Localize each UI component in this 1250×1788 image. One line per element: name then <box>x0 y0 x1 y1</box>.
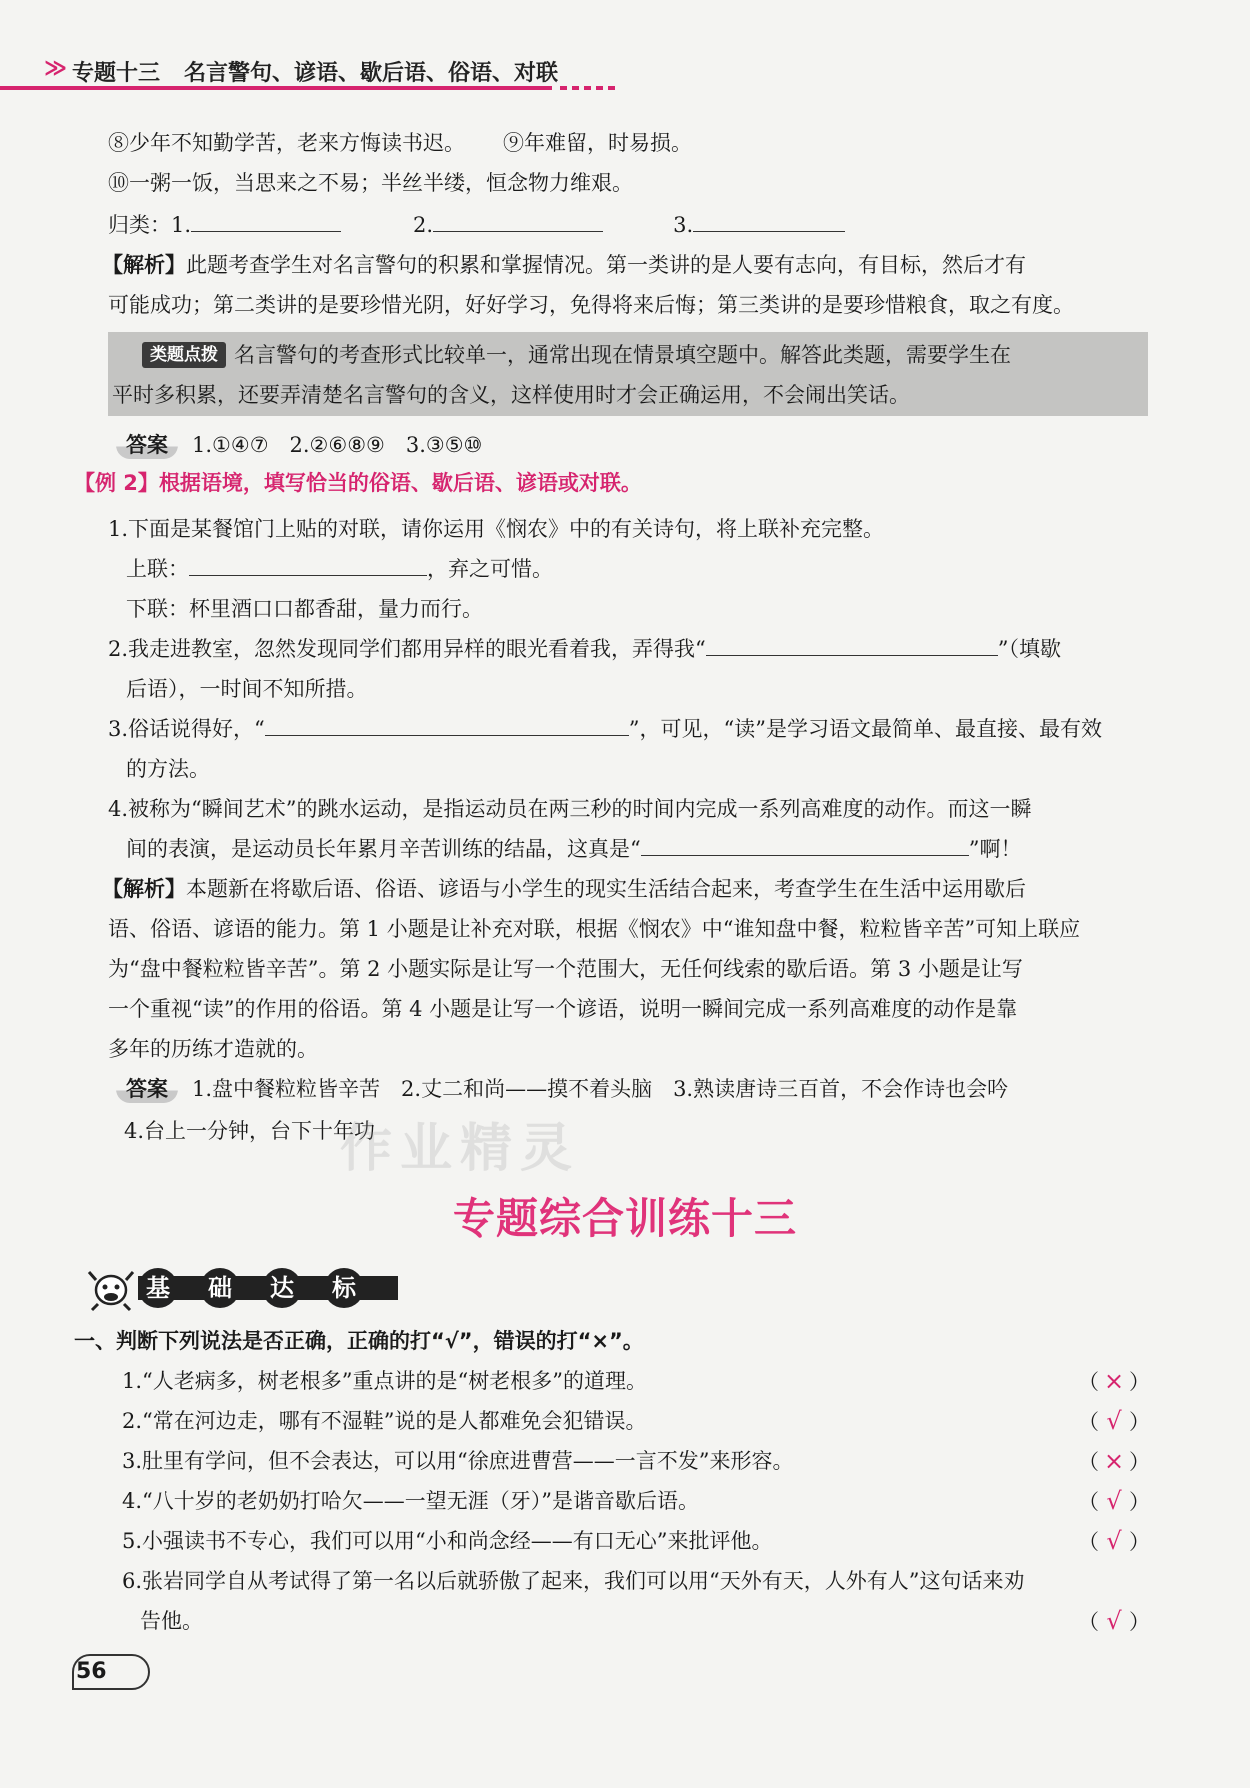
cross-mark-icon: × <box>1103 1447 1125 1475</box>
ex2-q1-upper <box>126 554 553 584</box>
check-mark-icon: √ <box>1106 1407 1122 1435</box>
badge-char-4: 标 <box>324 1268 364 1308</box>
check-mark-icon: √ <box>1106 1527 1122 1555</box>
ex2-q4-blank[interactable] <box>641 834 969 856</box>
part1-heading: 一、判断下列说法是否正确，正确的打“√”，错误的打“×”。 <box>74 1329 644 1353</box>
classify-row <box>108 210 845 240</box>
cow-mascot-icon <box>86 1264 136 1312</box>
classify-blank-3[interactable] <box>693 210 845 232</box>
ex2-answer-label: 答案 <box>116 1075 178 1103</box>
ex2-analysis-line-4: 一个重视“读”的作用的俗语。第 4 小题是让写一个谚语，说明一瞬间完成一系列高难度的动作是靠 <box>108 997 1018 1021</box>
prev-answer <box>116 430 482 460</box>
prev-item-9-text: ⑨年难留，时易损。 <box>503 131 692 155</box>
header-rule <box>0 86 552 90</box>
header-subtitle: 名言警句、谚语、歇后语、俗语、对联 <box>184 61 559 86</box>
ex2-q3-text-a: 3.俗话说得好，“ <box>108 717 265 741</box>
ex2-answer-line-1 <box>116 1074 1008 1104</box>
classify-blank-1[interactable] <box>191 210 341 232</box>
ex2-analysis-text-1: 本题新在将歇后语、俗语、谚语与小学生的现实生活结合起来，考查学生在生活中运用歇后 <box>186 877 1026 901</box>
ex2-q2 <box>108 634 1061 664</box>
ex2-q1-upper-tail: ，弃之可惜。 <box>427 557 553 581</box>
part1-answer-1[interactable]: （ × ） <box>1078 1367 1150 1395</box>
tip-text-1: 名言警句的考查形式比较单一，通常出现在情景填空题中。解答此类题，需要学生在 <box>234 343 1011 367</box>
tip-line-2: 平时多积累，还要弄清楚名言警句的含义，这样使用时才会正确运用，不会闹出笑话。 <box>112 383 910 407</box>
ex2-analysis-line-3: 为“盘中餐粒粒皆辛苦”。第 2 小题实际是让写一个范围大，无任何线索的歇后语。第 3 小题是让写 <box>108 957 1023 981</box>
ex2-q2-text-a: 2.我走进教室，忽然发现同学们都用异样的眼光看着我，弄得我“ <box>108 637 706 661</box>
cross-mark-icon: × <box>1103 1367 1125 1395</box>
header-arrows-icon: ≫ <box>44 56 64 81</box>
prev-item-8-text: ⑧少年不知勤学苦，老来方悔读书迟。 <box>108 131 465 155</box>
part1-answer-5[interactable]: （ √ ） <box>1078 1527 1150 1555</box>
part1-answer-2[interactable]: （ √ ） <box>1078 1407 1150 1435</box>
example-2-label: 【例 2】 <box>74 471 159 495</box>
watermark: 作业精灵 <box>340 1119 581 1179</box>
tip-label: 类题点拨 <box>142 342 226 368</box>
ex2-q4-text-c: ”啊！ <box>968 837 1022 861</box>
part1-item-6: 6.张岩同学自从考试得了第一名以后就骄傲了起来，我们可以用“天外有天，人外有人”这句话来劝 <box>122 1569 1025 1593</box>
ex2-q2-cont: 后语），一时间不知所措。 <box>126 677 368 701</box>
classify-label: 归类：1. <box>108 213 192 237</box>
ex2-q2-text-b: ”（填歇 <box>997 637 1062 661</box>
badge-char-2: 础 <box>200 1268 240 1308</box>
classify-blank-2[interactable] <box>433 210 603 232</box>
part1-item-3: 3.肚里有学问，但不会表达，可以用“徐庶进曹营——一言不发”来形容。 <box>122 1449 794 1473</box>
ex2-q4-text-b: 间的表演，是运动员长年累月辛苦训练的结晶，这真是“ <box>126 837 641 861</box>
prev-answer-text: 1.①④⑦ 2.②⑥⑧⑨ 3.③⑤⑩ <box>192 433 483 457</box>
header-title <box>72 56 558 87</box>
prev-item-10: ⑩一粥一饭，当思来之不易；半丝半缕，恒念物力维艰。 <box>108 171 633 195</box>
badge-char-3: 达 <box>262 1268 302 1308</box>
ex2-analysis-line-5: 多年的历练才造就的。 <box>108 1037 318 1061</box>
ex2-q1: 1.下面是某餐馆门上贴的对联，请你运用《悯农》中的有关诗句，将上联补充完整。 <box>108 517 885 541</box>
ex2-q1-lower: 下联：杯里酒口口都香甜，量力而行。 <box>126 597 483 621</box>
ex2-analysis-line-2: 语、俗语、谚语的能力。第 1 小题是让补充对联，根据《悯农》中“谁知盘中餐，粒粒皆辛苦”可知上联应 <box>108 917 1081 941</box>
classify-label-2: 2. <box>413 213 434 237</box>
prev-item-8 <box>108 128 692 158</box>
ex2-q3-text-b: ”，可见，“读”是学习语文最简单、最直接、最有效 <box>628 717 1102 741</box>
badge-char-1: 基 <box>138 1268 178 1308</box>
ex2-answer-line-2: 4.台上一分钟，台下十年功 <box>124 1119 376 1143</box>
header-topic: 专题十三 <box>72 61 161 86</box>
ex2-analysis-tag: 【解析】 <box>102 877 186 901</box>
ex2-q3-cont: 的方法。 <box>126 757 210 781</box>
prev-analysis-tag: 【解析】 <box>102 253 186 277</box>
part1-answer-4[interactable]: （ √ ） <box>1078 1487 1150 1515</box>
part1-item-1: 1.“人老病多，树老根多”重点讲的是“树老根多”的道理。 <box>122 1369 647 1393</box>
ex2-analysis-line-1 <box>102 874 1026 904</box>
part1-answer-3[interactable]: （ × ） <box>1078 1447 1150 1475</box>
ex2-q4: 4.被称为“瞬间艺术”的跳水运动，是指运动员在两三秒的时间内完成一系列高难度的动作。而这一瞬 <box>108 797 1032 821</box>
prev-analysis-text-1: 此题考查学生对名言警句的积累和掌握情况。第一类讲的是人要有志向，有目标，然后才有 <box>186 253 1026 277</box>
ex2-answer-text-1: 1.盘中餐粒粒皆辛苦 2.丈二和尚——摸不着头脑 3.熟读唐诗三百首，不会作诗也会吟 <box>192 1077 1009 1101</box>
example-2-heading <box>74 468 642 498</box>
check-mark-icon: √ <box>1106 1487 1122 1515</box>
prev-analysis-line-1 <box>102 250 1026 280</box>
section-title: 专题综合训练十三 <box>452 1194 797 1243</box>
example-2-prompt: 根据语境，填写恰当的俗语、歇后语、谚语或对联。 <box>158 471 642 495</box>
ex2-q2-blank[interactable] <box>706 634 998 656</box>
part1-answer-6[interactable]: （ √ ） <box>1078 1607 1150 1635</box>
ex2-q1-blank[interactable] <box>189 554 427 576</box>
section-badge <box>86 1262 426 1314</box>
prev-analysis-line-2: 可能成功；第二类讲的是要珍惜光阴，好好学习，免得将来后悔；第三类讲的是要珍惜粮食，取之有度。 <box>108 293 1074 317</box>
part1-item-6-cont: 告他。 <box>140 1609 203 1633</box>
header-dotted-rule <box>560 86 615 90</box>
ex2-q1-upper-label: 上联： <box>126 557 189 581</box>
check-mark-icon: √ <box>1106 1607 1122 1635</box>
part1-item-4: 4.“八十岁的老奶奶打哈欠——一望无涯（牙）”是谐音歇后语。 <box>122 1489 700 1513</box>
ex2-q3 <box>108 714 1102 744</box>
page-number: 56 <box>72 1654 150 1690</box>
part1-item-2: 2.“常在河边走，哪有不湿鞋”说的是人都难免会犯错误。 <box>122 1409 647 1433</box>
prev-answer-label: 答案 <box>116 431 178 459</box>
ex2-q4-cont <box>126 834 1021 864</box>
part1-item-5: 5.小强读书不专心，我们可以用“小和尚念经——有口无心”来批评他。 <box>122 1529 773 1553</box>
ex2-q3-blank[interactable] <box>265 714 629 736</box>
classify-label-3: 3. <box>673 213 694 237</box>
tip-line-1 <box>142 340 1011 370</box>
